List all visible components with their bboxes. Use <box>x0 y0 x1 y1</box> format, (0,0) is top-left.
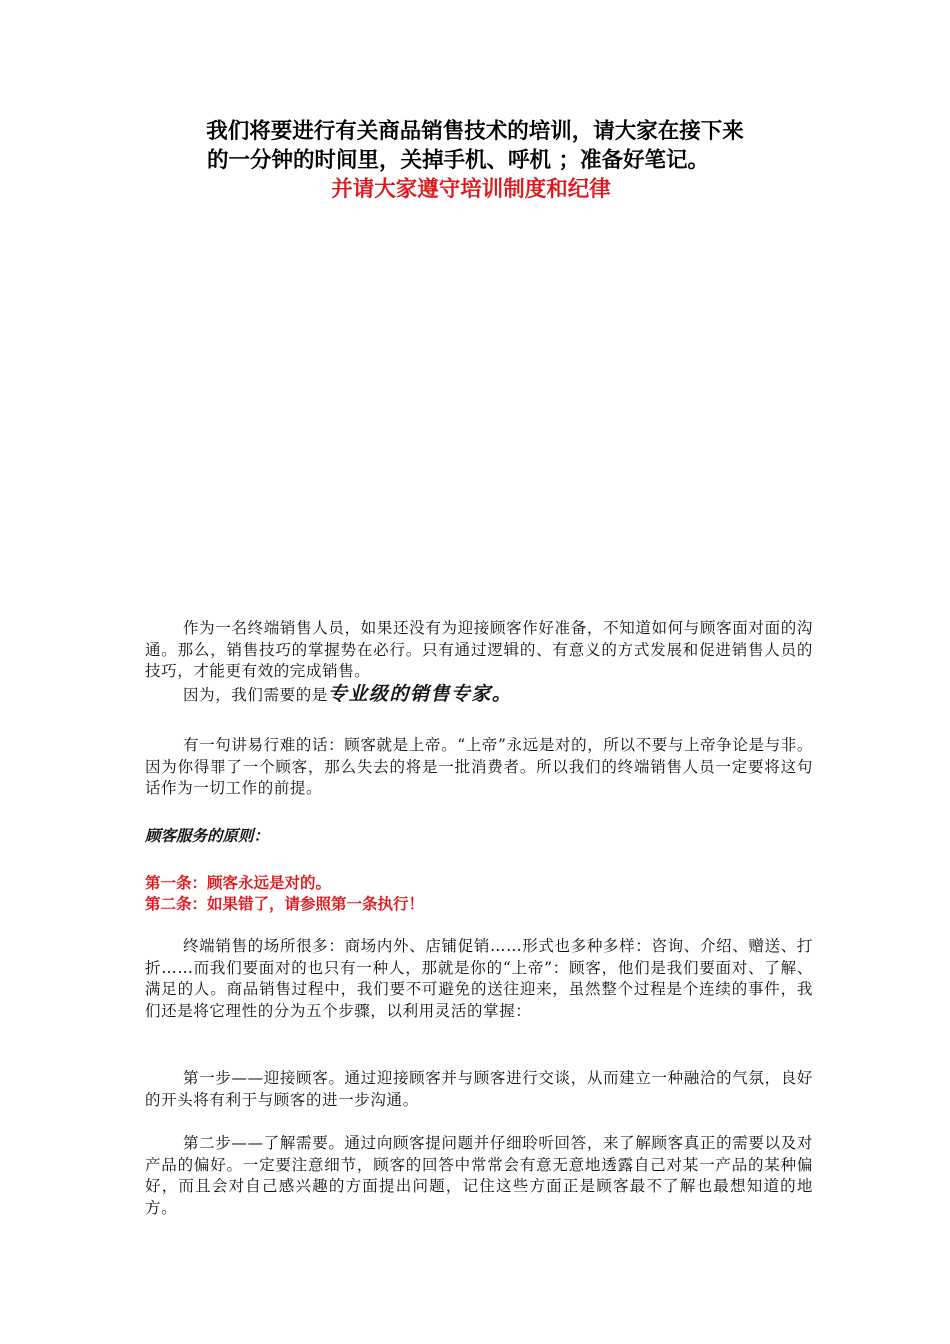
places-section <box>145 936 813 1022</box>
principles-heading: 顾客服务的原则： <box>145 827 270 845</box>
motto-section <box>145 735 813 800</box>
expert-emphasis: 专业级的销售专家。 <box>327 682 513 705</box>
rule-two: 第二条：如果错了，请参照第一条执行！ <box>145 895 425 913</box>
intro-section <box>145 618 813 706</box>
step-two-section <box>145 1133 813 1219</box>
training-notice-header <box>0 117 950 204</box>
motto-paragraph: 有一句讲易行难的话：顾客就是上帝。“上帝”永远是对的，所以不要与上帝争论是与非。因为你得罪了一个顾客，那么失去的将是一批消费者。所以我们的终端销售人员一定要将这句话作为一切工作的前提。 <box>145 736 813 797</box>
step-one-paragraph: 第一步——迎接顾客。通过迎接顾客并与顾客进行交谈，从而建立一种融洽的气氛，良好的开头将有利于与顾客的进一步沟通。 <box>145 1069 813 1109</box>
places-paragraph: 终端销售的场所很多：商场内外、店铺促销……形式也多种多样：咨询、介绍、赠送、打折……而我们要面对的也只有一种人，那就是你的“上帝”：顾客，他们是我们要面对、了解、满足的人。商品销售过程中，我们要不可避免的送往迎来，虽然整个过程是个连续的事件，我们还是将它理性的分为五个步骤，以利用灵活的掌握： <box>145 937 813 1020</box>
notice-line-3-discipline: 并请大家遵守培训制度和纪律 <box>331 177 611 202</box>
rule-one: 第一条：顾客永远是对的。 <box>145 874 332 892</box>
step-two-paragraph: 第二步——了解需要。通过向顾客提问题并仔细聆听回答，来了解顾客真正的需要以及对产品的偏好。一定要注意细节，顾客的回答中常常会有意无意地透露自己对某一产品的某种偏好，而且会对自己感兴趣的方面提出问题，记住这些方面正是顾客最不了解也最想知道的地方。 <box>145 1134 813 1217</box>
notice-line-2: 的一分钟的时间里，关掉手机、呼机 ；准备好笔记。 <box>207 148 709 173</box>
step-one-section <box>145 1068 813 1111</box>
intro-paragraph: 作为一名终端销售人员，如果还没有为迎接顾客作好准备，不知道如何与顾客面对面的沟通。那么，销售技巧的掌握势在必行。只有通过逻辑的、有意义的方式发展和促进销售人员的技巧，才能更有效的完成销售。 <box>145 619 813 680</box>
because-line <box>145 684 813 707</box>
notice-line-1: 我们将要进行有关商品销售技术的培训，请大家在接下来 <box>206 119 744 144</box>
because-prefix: 因为，我们需要的是 <box>183 685 328 704</box>
principles-section <box>145 826 813 915</box>
